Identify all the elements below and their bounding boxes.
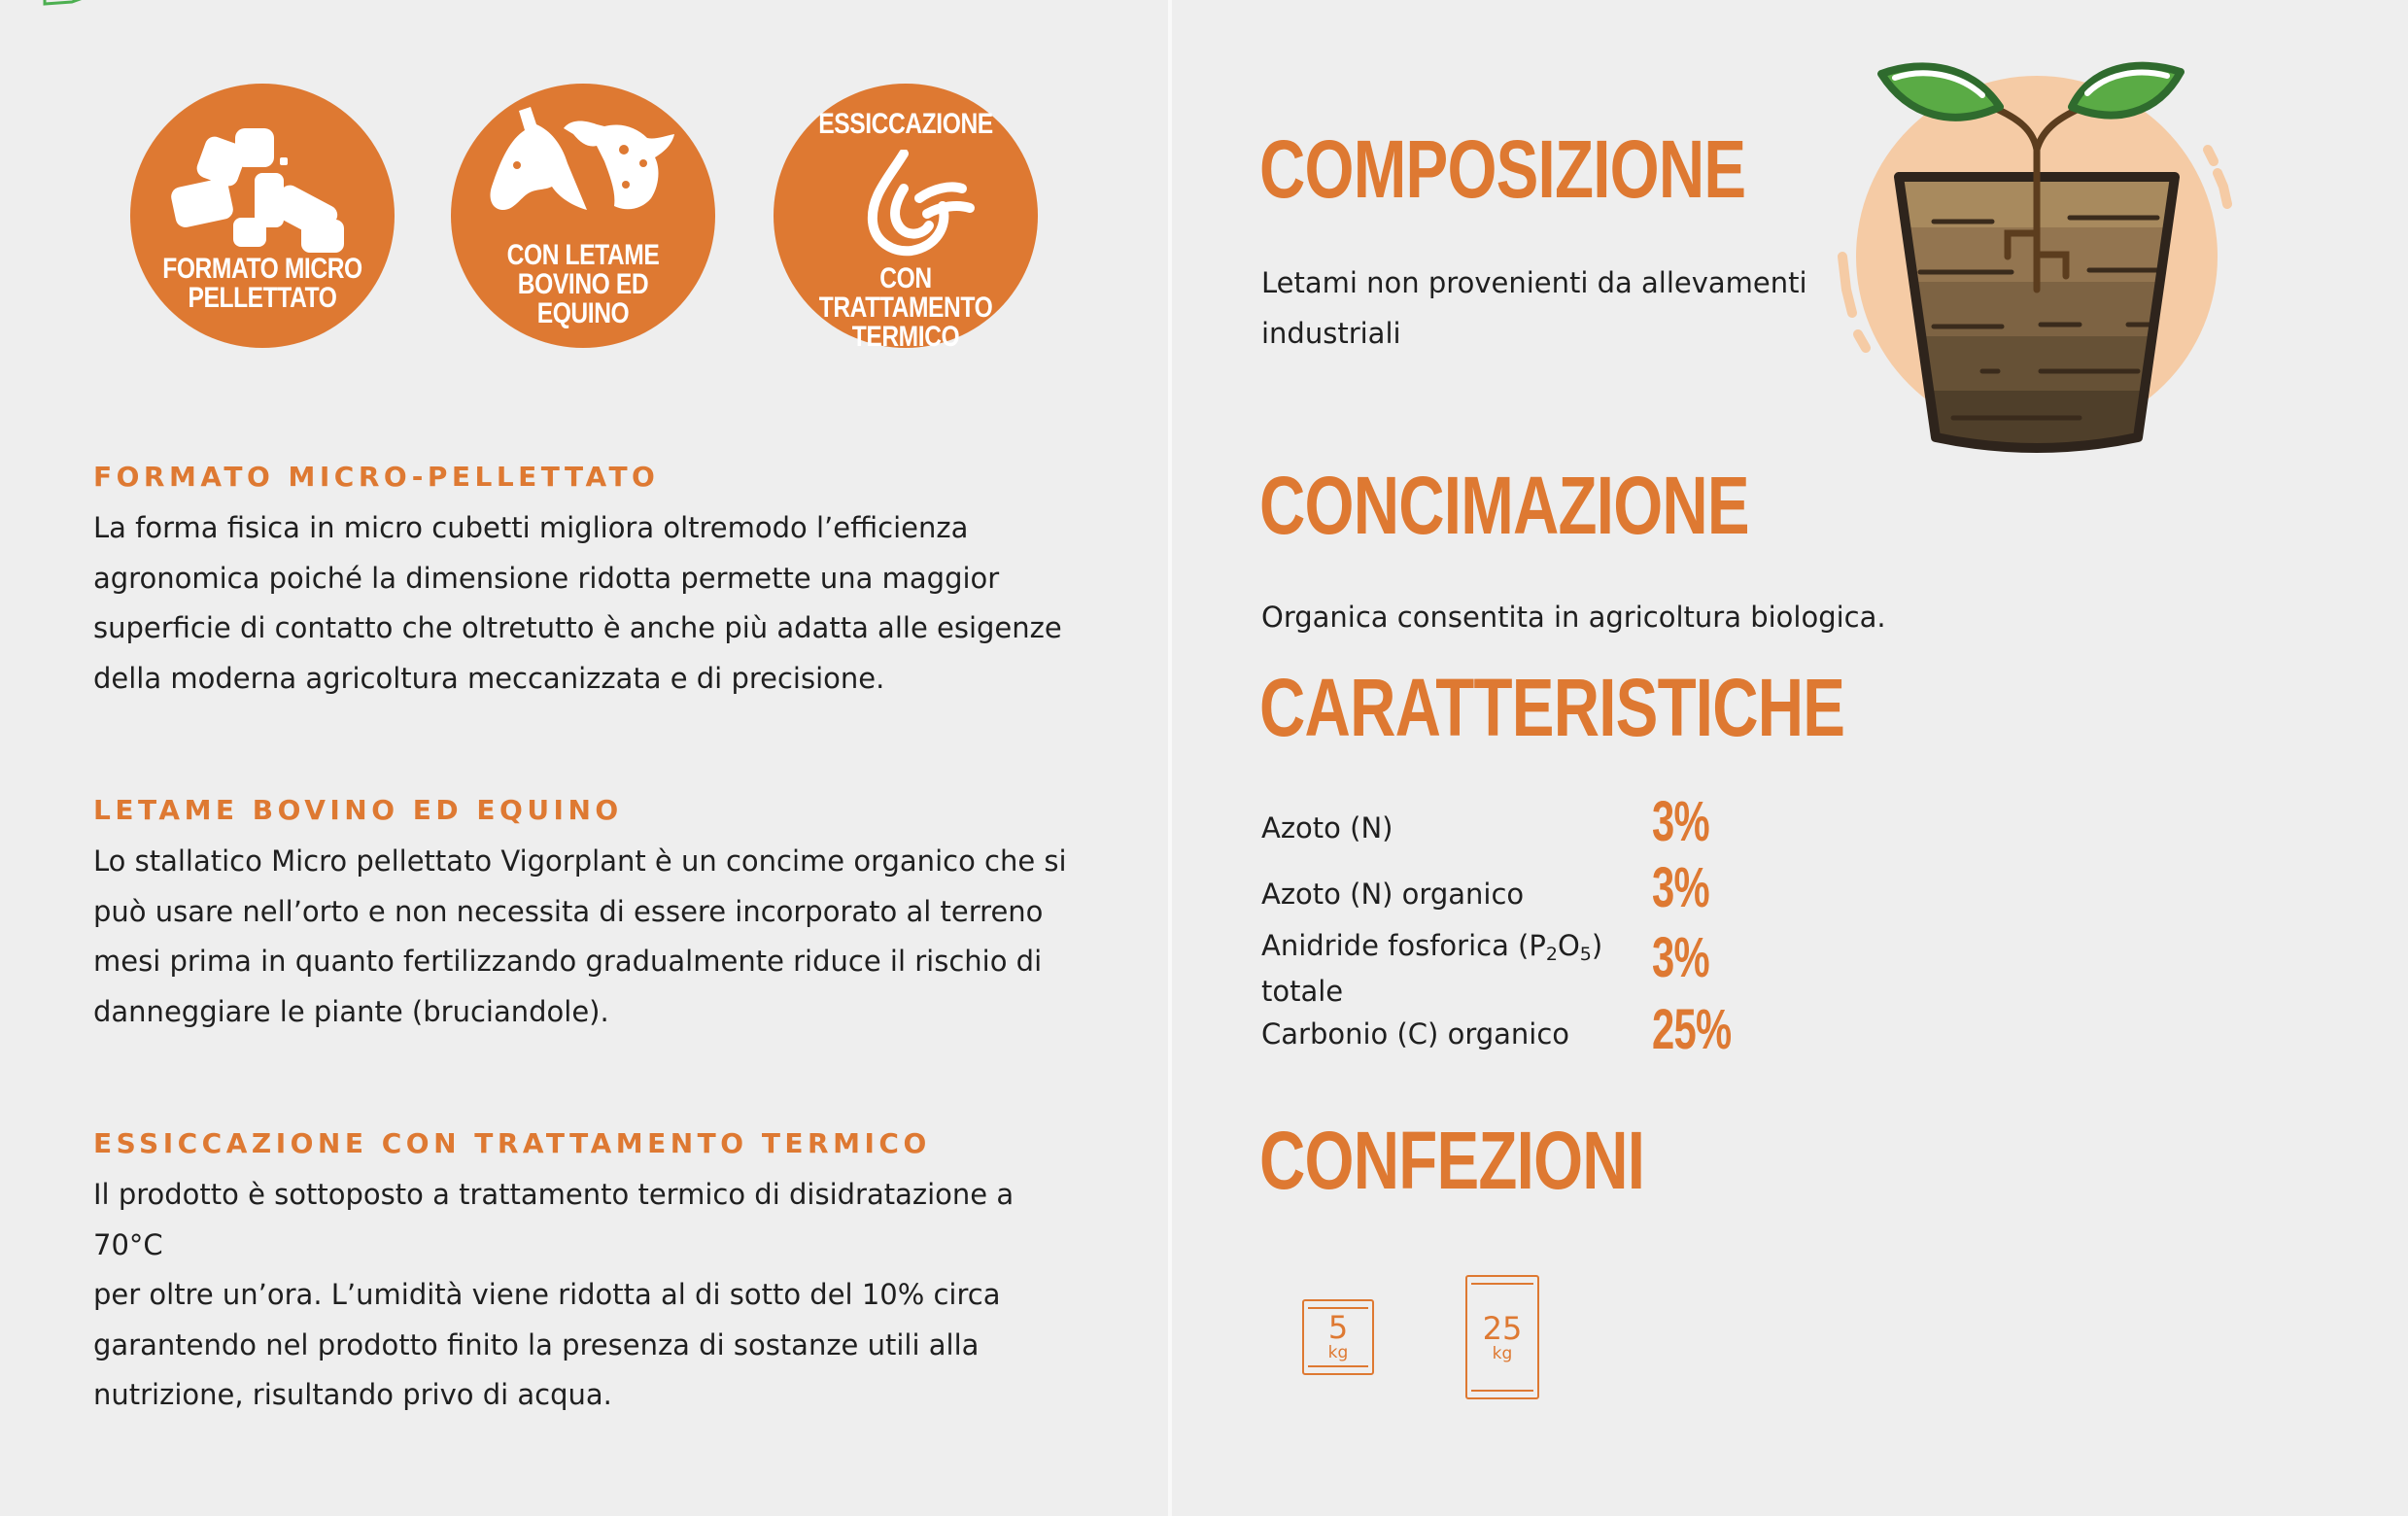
nutrient-label-carbonio: Carbonio (C) organico: [1261, 1017, 1570, 1051]
concimazione-text: Organica consentita in agricoltura biologica.: [1261, 601, 1886, 634]
body-line: Lo stallatico Micro pellettato Vigorplant è un concime organico che si: [93, 844, 1067, 878]
pack-number: 25: [1482, 1310, 1523, 1347]
pack-25kg: [1465, 1275, 1539, 1399]
body-line: danneggiare le piante (bruciandole).: [93, 994, 609, 1028]
plant-pot-illustration: [1827, 56, 2235, 465]
nutrient-value-anidride-fosforica: 3%: [1652, 926, 1709, 989]
pack-number: 5: [1327, 1309, 1349, 1346]
section-body-formato: [93, 503, 1075, 704]
section-title-letame: LETAME BOVINO ED EQUINO: [93, 794, 623, 826]
label-line-2: totale: [1261, 975, 1344, 1008]
section-title-essiccazione: ESSICCAZIONE CON TRATTAMENTO TERMICO: [93, 1127, 931, 1159]
badge-top-label: ESSICCAZIONE: [818, 108, 993, 140]
heading-confezioni: CONFEZIONI: [1259, 1115, 1645, 1206]
body-line: superficie di contatto che oltretutto è anche più adatta alle esigenze: [93, 611, 1062, 644]
nutrient-value-azoto-organico: 3%: [1652, 856, 1709, 919]
nutrient-label-azoto: Azoto (N): [1261, 811, 1393, 844]
body-line: Letami non provenienti da allevamenti: [1261, 266, 1807, 299]
badge-micro-pellettato: [130, 84, 395, 348]
badge-essiccazione: [774, 84, 1038, 353]
heading-concimazione: CONCIMAZIONE: [1259, 460, 1749, 551]
nutrient-label-anidride-fosforica: [1261, 927, 1611, 1010]
heat-drop-icon: [861, 150, 978, 257]
label-line-1: Anidride fosforica $(P_2O_5)$: [1261, 929, 1603, 965]
heading-composizione: COMPOSIZIONE: [1259, 123, 1746, 215]
badge-label: FORMATO MICRO PELLETTATO: [162, 253, 362, 314]
body-line: garantendo nel prodotto finito la presenza di sostanze utili alla: [93, 1327, 980, 1361]
pellets-icon: [165, 122, 360, 258]
body-line: della moderna agricoltura meccanizzata e di precisione.: [93, 661, 885, 695]
badge-letame-bovino-equino: [451, 84, 715, 348]
body-line: mesi prima in quanto fertilizzando gradualmente riduce il rischio di: [93, 945, 1043, 978]
body-line: industriali: [1261, 316, 1401, 350]
body-line: Il prodotto è sottoposto a trattamento termico di disidratazione a 70°C: [93, 1178, 1015, 1261]
body-line: La forma fisica in micro cubetti migliora oltremodo l’efficienza: [93, 511, 969, 544]
heading-caratteristiche: CARATTERISTICHE: [1259, 662, 1845, 753]
pack-unit: kg: [1492, 1344, 1513, 1363]
body-line: per oltre un’ora. L’umidità viene ridotta al di sotto del 10% circa: [93, 1278, 1001, 1311]
pack-unit: kg: [1327, 1343, 1349, 1362]
section-body-essiccazione: [93, 1170, 1075, 1421]
corner-logo-fragment: [43, 0, 101, 10]
badge-label: CON TRATTAMENTO TERMICO: [818, 262, 993, 353]
horse-cow-icon: [480, 105, 684, 231]
nutrient-value-azoto: 3%: [1652, 790, 1709, 853]
body-line: può usare nell’orto e non necessita di essere incorporato al terreno: [93, 894, 1044, 928]
column-divider: [1168, 0, 1172, 1516]
body-line: agronomica poiché la dimensione ridotta permette una maggior: [93, 561, 1000, 595]
section-title-formato: FORMATO MICRO-PELLETTATO: [93, 461, 660, 493]
composizione-text: [1261, 258, 1807, 359]
body-line: nutrizione, risultando privo di acqua.: [93, 1378, 612, 1411]
badge-label: CON LETAME BOVINO ED EQUINO: [506, 239, 660, 329]
section-body-letame: [93, 837, 1075, 1037]
nutrient-label-azoto-organico: Azoto (N) organico: [1261, 878, 1525, 911]
pack-5kg: [1302, 1299, 1374, 1375]
nutrient-value-carbonio: 25%: [1652, 998, 1732, 1061]
